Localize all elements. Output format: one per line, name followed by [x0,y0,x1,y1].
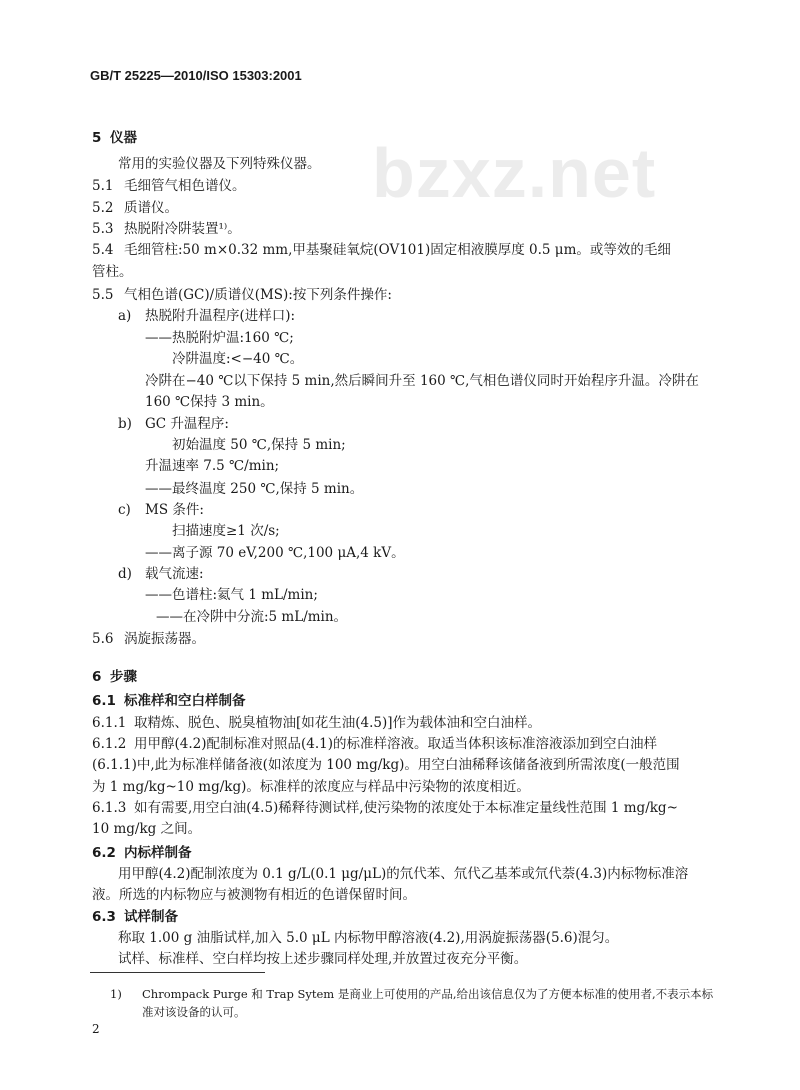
body-text-line: ——离子源 70 eV,200 ℃,100 μA,4 kV。 [145,544,405,561]
body-text-line: 液。所选的内标物应与被测物有相近的色谱保留时间。 [92,887,416,904]
clause-number: 5.6 [92,631,114,648]
section-heading: 试样制备 [124,908,178,925]
body-text-line: ——最终温度 250 ℃,保持 5 min。 [145,480,364,497]
body-text-line: 扫描速度≥1 次/s; [172,523,280,540]
clause-number: 5.4 [92,242,114,259]
clause-number: 6.1.3 [92,799,127,816]
clause-number: 5 [92,130,102,146]
footnote-divider [90,972,265,973]
body-text-line: ——色谱柱:氦气 1 mL/min; [145,587,318,604]
body-text-line: 试样、标准样、空白样均按上述步骤同样处理,并放置过夜充分平衡。 [118,951,528,968]
footnote-line-2: 准对该设备的认可。 [142,1005,246,1019]
body-text-line: ——热脱附炉温:160 ℃; [145,329,294,346]
clause-number: 5.5 [92,286,114,303]
clause-number: 5.3 [92,220,114,237]
body-text-line: 称取 1.00 g 油脂试样,加入 5.0 μL 内标物甲醇溶液(4.2),用涡旋振荡器(5.6)混匀。 [118,929,619,946]
body-text-line: 热脱附冷阱装置¹⁾。 [124,220,241,237]
body-text-line: 气相色谱(GC)/质谱仪(MS):按下列条件操作: [124,286,392,303]
body-text-line: 取精炼、脱色、脱臭植物油[如花生油(4.5)]作为载体油和空白油样。 [134,714,542,731]
body-text-line: 热脱附升温程序(进样口): [145,308,296,325]
body-text-line: 冷阱在−40 ℃以下保持 5 min,然后瞬间升至 160 ℃,气相色谱仪同时开始程序升温。冷阱在 [145,373,699,390]
watermark: bzxz.net [372,134,657,212]
section-heading: 步骤 [110,669,137,686]
section-heading: 内标样制备 [124,844,192,861]
standard-code-header: GB/T 25225—2010/ISO 15303:2001 [90,68,302,83]
clause-number: d) [118,566,132,583]
clause-number: b) [118,415,132,432]
body-text-line: GC 升温程序: [145,415,229,432]
clause-number: 5.1 [92,178,114,195]
body-text-line: 初始温度 50 ℃,保持 5 min; [172,437,346,454]
body-text-line: 如有需要,用空白油(4.5)稀释待测试样,使污染物的浓度处于本标准定量线性范围 1 mg/kg~ [134,799,678,816]
body-text-line: 毛细管气相色谱仪。 [124,178,246,195]
clause-number: 6.3 [92,908,116,925]
body-text-line: 10 mg/kg 之间。 [92,821,202,838]
body-text-line: 冷阱温度:<−40 ℃。 [172,350,304,367]
body-text-line: 涡旋振荡器。 [124,631,205,648]
body-text-line: ——在冷阱中分流:5 mL/min。 [156,608,348,625]
section-heading: 仪器 [110,130,137,146]
footnote-marker: 1) [110,987,122,1001]
body-text-line: 常用的实验仪器及下列特殊仪器。 [118,155,321,172]
body-text-line: 毛细管柱:50 m×0.32 mm,甲基聚硅氧烷(OV101)固定相液膜厚度 0.5 μm。或等效的毛细 [124,242,671,259]
body-text-line: MS 条件: [145,502,204,519]
clause-number: 5.2 [92,199,114,216]
body-text-line: 升温速率 7.5 ℃/min; [145,458,280,475]
body-text-line: 为 1 mg/kg~10 mg/kg)。标准样的浓度应与样品中污染物的浓度相近。 [92,778,530,795]
body-text-line: 管柱。 [92,263,133,280]
body-text-line: 用甲醇(4.2)配制浓度为 0.1 g/L(0.1 μg/μL)的氘代苯、氘代乙基苯或氘代萘(4.3)内标物标准溶 [118,865,689,882]
body-text-line: (6.1.1)中,此为标准样储备液(如浓度为 100 mg/kg)。用空白油稀释该储备液到所需浓度(一般范围 [92,757,680,774]
clause-number: a) [118,308,132,325]
page-number: 2 [92,1022,100,1036]
clause-number: 6.1 [92,693,116,710]
body-text-line: 质谱仪。 [124,199,178,216]
clause-number: c) [118,502,131,519]
clause-number: 6 [92,669,102,686]
section-heading: 标准样和空白样制备 [124,693,246,710]
clause-number: 6.1.2 [92,735,127,752]
clause-number: 6.1.1 [92,714,127,731]
body-text-line: 160 ℃保持 3 min。 [145,394,274,411]
body-text-line: 载气流速: [145,566,204,583]
footnote-line-1: Chrompack Purge 和 Trap Sytem 是商业上可使用的产品,给出该信息仅为了方便本标准的使用者,不表示本标 [142,987,714,1001]
clause-number: 6.2 [92,844,116,861]
body-text-line: 用甲醇(4.2)配制标准对照品(4.1)的标准样溶液。取适当体积该标准溶液添加到空白油样 [134,735,658,752]
